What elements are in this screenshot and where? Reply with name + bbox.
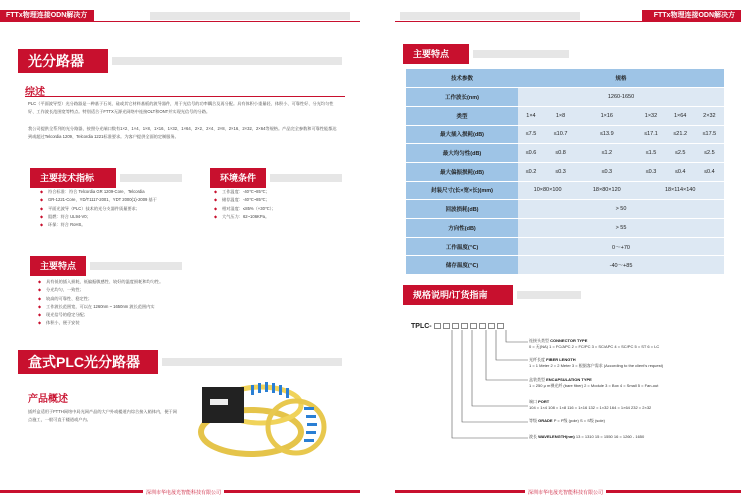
specs-item: ◆ 符合标准：符合 Telcordia GR 1209-Core、Telcordia	[40, 188, 220, 196]
specs-item: ◆ 环保：符合 RoHS。	[40, 221, 220, 229]
row-label: 最大插入损耗(dB)	[406, 125, 518, 144]
order-slot-3	[452, 323, 459, 329]
order-slot-1	[434, 323, 441, 329]
specs-list	[40, 188, 220, 229]
features-item: ◆ 较高的可靠性、稳定性；	[38, 295, 218, 303]
table-row	[406, 237, 724, 256]
order-line-fiber-length: 光纤长度 FIBER LENGTH 1 = 1 Meter 2 = 2 Meter 3 = 根据客户需求 (According to the client's request)	[529, 357, 664, 368]
row-label: 工作温度(℃)	[406, 237, 518, 256]
row-cell: 1×8	[544, 106, 577, 125]
table-header-label: 技术参数	[406, 69, 518, 88]
env-item: ◆ 储存温度：-40℃~85℃；	[214, 196, 344, 204]
row-cell: ≤0.3	[577, 162, 636, 181]
page-title: 光分路器	[18, 49, 108, 73]
specs-item: ◆ 平面光波导（PLC）技术的光分支器件质量要求；	[40, 205, 220, 213]
row-cell: ≤2.5	[666, 144, 695, 163]
row-cell: ≤0.6	[518, 144, 544, 163]
table-row	[406, 144, 724, 163]
features-heading: 主要特点	[30, 256, 86, 276]
specs-item: ◆ GR-1221-Core、YD/T1117-2001、YDT 2000(1)-2009 基于	[40, 196, 220, 204]
row-cell: ≤1.2	[577, 144, 636, 163]
row-cell: -40～+85	[518, 256, 724, 275]
table-row	[406, 162, 724, 181]
product-overview-heading: 产品概述	[28, 394, 68, 405]
order-line-grade: 等级 GRADE P = P级 (pole) S = S级 (sole)	[529, 418, 605, 423]
plc-box-product-image	[196, 377, 331, 462]
overview-para-1: PLC（平面波导型）光分路器是一种基于石英、硅或其它材料基板的波导器件，用于光信号的功率耦合及再分配。具有体积小重量轻、体积小、可靠性好、分光均匀性好、工作波长范围宽等特点。特别适合于FTTX无源光网络中连接OLT和ONT并实现光信号的分路。	[28, 101, 334, 114]
overview-rule	[25, 96, 345, 97]
row-cell: 1×64	[666, 106, 695, 125]
table-header-value: 规格	[518, 69, 724, 88]
box-plc-gray-bar	[162, 358, 342, 366]
row-cell: 18×114×140	[636, 181, 724, 200]
row-cell: 1×32	[636, 106, 665, 125]
order-line-port: 端口 PORT 104 = 1×4 108 = 1×8 116 = 1×16 132 = 1×32 164 = 1×64 232 = 2×32	[529, 399, 652, 410]
row-cell: ≤7.5	[518, 125, 544, 144]
row-cell: 1×16	[577, 106, 636, 125]
order-line-encapsulation: 盒装类型 ENCAPSULATION TYPE 1 = 250 μ m裸光纤 (bare fiber) 2 = Module 3 = Box 4 = Small 5 = Fan-out	[529, 377, 659, 388]
order-code	[411, 323, 506, 330]
features-gray-bar	[90, 262, 182, 270]
row-label: 方向性(dB)	[406, 219, 518, 238]
row-cell: ≤21.2	[666, 125, 695, 144]
row-cell: ≤10.7	[544, 125, 577, 144]
row-label: 工作波长(nm)	[406, 88, 518, 107]
right-features-heading: 主要特点	[403, 44, 469, 64]
header-line-left	[0, 21, 360, 22]
row-cell: > 50	[518, 200, 724, 219]
row-cell: > 55	[518, 219, 724, 238]
row-label: 最大偏振损耗(dB)	[406, 162, 518, 181]
row-label: 回波损耗(dB)	[406, 200, 518, 219]
row-cell: ≤17.1	[636, 125, 665, 144]
header-gray-bar-left	[150, 12, 350, 20]
order-slot-2	[443, 323, 450, 329]
header-line-right	[395, 21, 741, 22]
overview-heading: 综述	[25, 87, 45, 98]
row-label: 储存温度(℃)	[406, 256, 518, 275]
row-cell: ≤1.5	[636, 144, 665, 163]
title-gray-bar	[112, 57, 342, 65]
features-item: ◆ 体积小，便于安装	[38, 319, 218, 327]
features-item: ◆ 工作波长范围宽，可以在 1260nm ~ 1650nm 波长范围内实	[38, 303, 218, 311]
table-header-row	[406, 69, 724, 88]
order-slot-6	[479, 323, 486, 329]
row-label: 类型	[406, 106, 518, 125]
order-slot-5	[470, 323, 477, 329]
row-cell: ≤2.5	[695, 144, 724, 163]
row-cell: 0～+70	[518, 237, 724, 256]
table-row	[406, 88, 724, 107]
env-item: ◆ 大气压力：62~106KPa。	[214, 213, 344, 221]
order-slot-8	[497, 323, 504, 329]
features-list	[38, 278, 218, 328]
table-row	[406, 200, 724, 219]
footer-company-right: 深圳市华电晟光智能科技有限公司	[525, 489, 606, 496]
product-overview-desc: 插纤盒适用于FTTH网络中局光网产品的大户外或楼道内综合接入箱体内，便于网点施工，一般可直于楼道或户内。	[28, 409, 177, 422]
header-tab-left: FTTx物理连接ODN解决方案	[0, 10, 94, 22]
row-cell: 10×80×100	[518, 181, 577, 200]
spec-table	[406, 69, 724, 275]
table-row	[406, 256, 724, 275]
table-row	[406, 106, 724, 125]
footer-company-left: 深圳市华电晟光智能科技有限公司	[143, 489, 224, 496]
row-cell: 1×4	[518, 106, 544, 125]
row-label: 最大均匀性(dB)	[406, 144, 518, 163]
table-row	[406, 181, 724, 200]
order-connector-lines	[440, 330, 530, 440]
header-gray-bar-right	[400, 12, 580, 20]
env-item: ◆ 工作温度：-40℃~85℃；	[214, 188, 344, 196]
overview-para-2: 我公司提供全系列的光分路器，按照分光端口数有1×2、1×4、1×8、1×16、1×32、1×64、2×2、2×4、2×8、2×16、2×32、2×64等规格。产品完全参数和可靠性能都达到或超过Telcordia 1209、Telcordia 1221标准要求。为客户提供全面的定制服务。	[28, 126, 337, 139]
box-plc-title: 盒式PLC光分路器	[18, 350, 158, 374]
row-cell: ≤0.8	[544, 144, 577, 163]
order-line-connector: 连接头类型 CONNECTOR TYPE 0 = 无(NA) 1 = FC/APC 2 = FC/PC 3 = SC/APC 4 = SC/PC 5 = ST 6 = LC	[529, 338, 660, 349]
order-guide-gray-bar	[517, 291, 581, 299]
row-cell: 18×80×120	[577, 181, 636, 200]
specs-gray-bar	[120, 174, 182, 182]
order-slot-4	[461, 323, 468, 329]
row-cell: 2×32	[695, 106, 724, 125]
table-row	[406, 125, 724, 144]
features-item: ◆ 现光信号的稳定分配；	[38, 311, 218, 319]
env-gray-bar	[270, 174, 342, 182]
specs-heading: 主要技术指标	[30, 168, 116, 188]
row-cell: ≤0.4	[695, 162, 724, 181]
row-label: 封装尺寸(长×宽×长)(mm)	[406, 181, 518, 200]
row-cell: ≤0.3	[544, 162, 577, 181]
order-line-wavelength: 波长 WAVELENGTH(nm) 13 = 1310 15 = 1550 16 = 1260 - 1650	[529, 434, 645, 439]
row-cell: ≤0.3	[636, 162, 665, 181]
order-slot-7	[488, 323, 495, 329]
row-cell: ≤17.5	[695, 125, 724, 144]
env-heading: 环境条件	[210, 168, 266, 188]
features-item: ◆ 分光均匀、一致性；	[38, 286, 218, 294]
features-item: ◆ 具有低的插入损耗、低偏振敏感性、较好的温度损耗和均匀性。	[38, 278, 218, 286]
header-tab-right: FTTx物理连接ODN解决方案	[642, 10, 741, 22]
table-row	[406, 219, 724, 238]
right-features-gray-bar	[473, 50, 569, 58]
env-item: ◆ 相对湿度：≤85%（+30℃）；	[214, 205, 344, 213]
row-cell: ≤0.2	[518, 162, 544, 181]
env-list	[214, 188, 344, 221]
specs-item: ◆ 阻燃：符合 UL94-V0；	[40, 213, 220, 221]
order-code-prefix: TPLC-	[411, 323, 432, 330]
row-cell: ≤13.9	[577, 125, 636, 144]
row-cell: 1260-1650	[518, 88, 724, 107]
order-guide-heading: 规格说明/订货指南	[403, 285, 513, 305]
row-cell: ≤0.4	[666, 162, 695, 181]
